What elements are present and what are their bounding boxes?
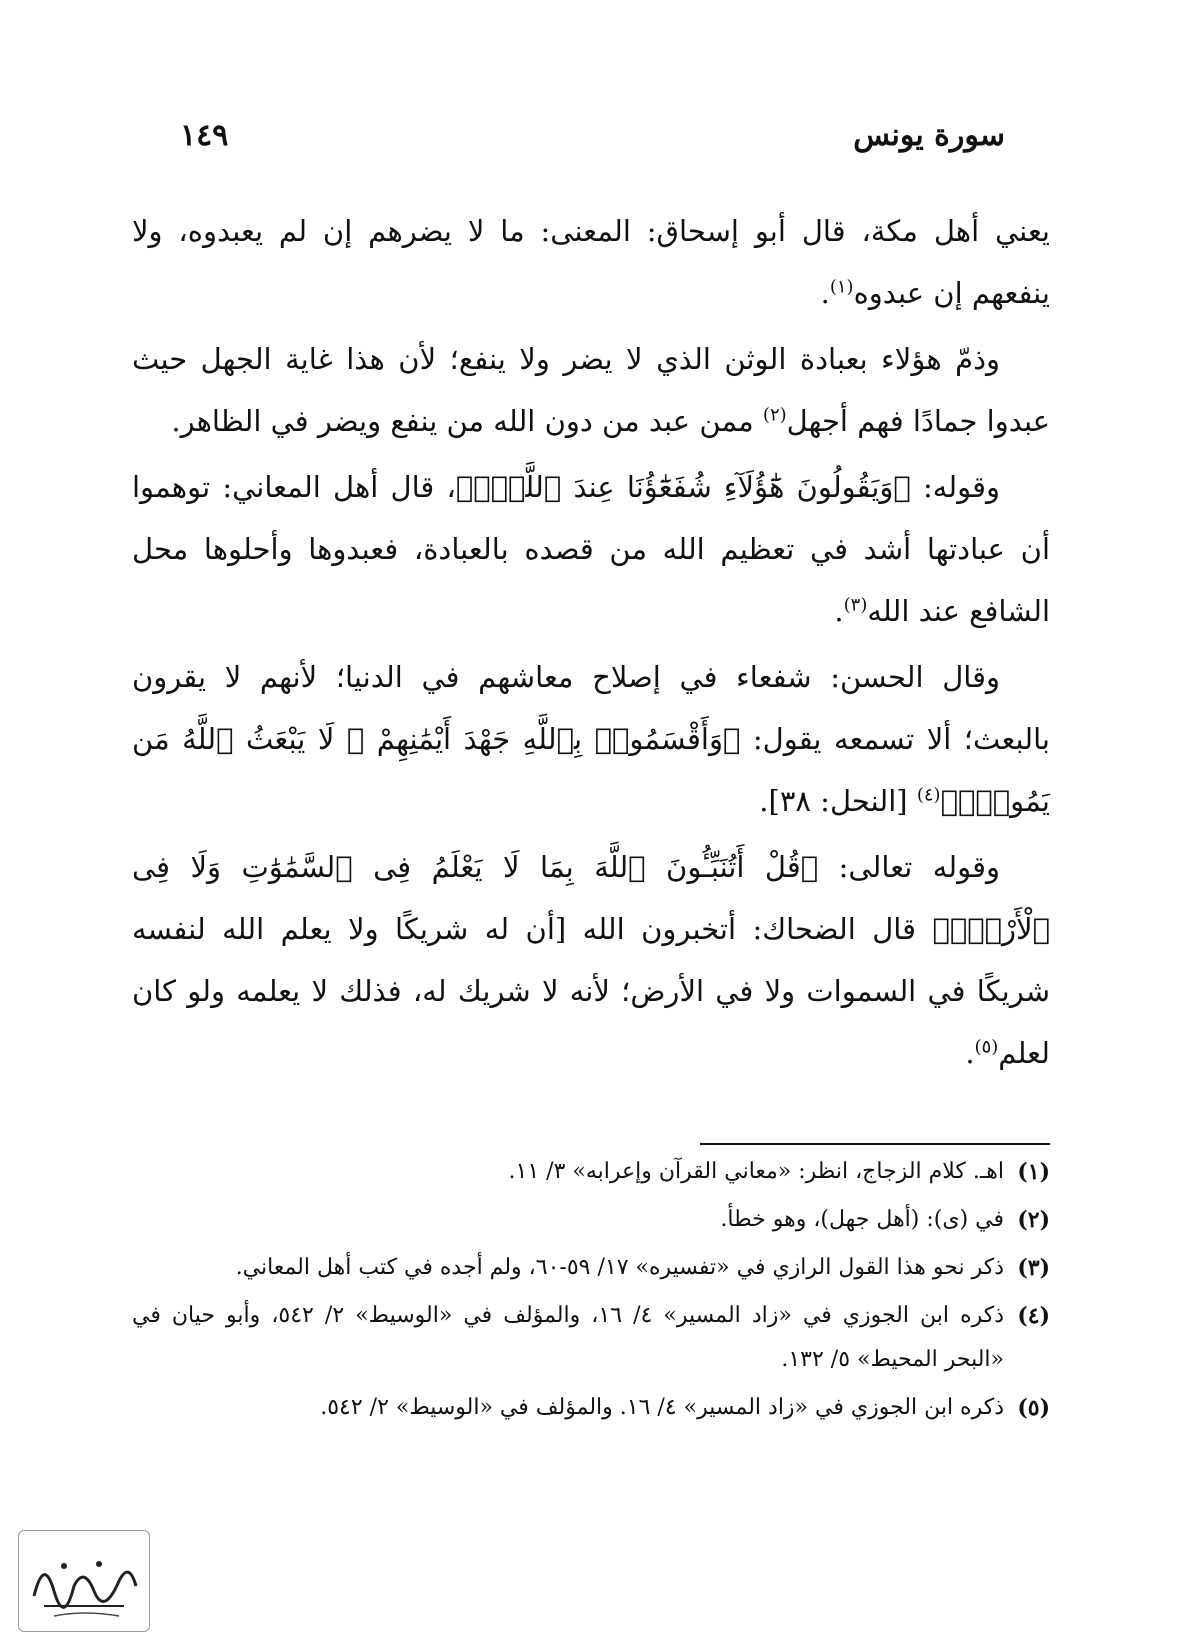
footnote-text: في (ى): (أهل جهل)، وهو خطأ. [720, 1207, 1004, 1232]
footnote-text: ذكره ابن الجوزي في «زاد المسير» ٤/ ١٦. والمؤلف في «الوسيط» ٢/ ٥٤٢. [320, 1395, 1004, 1420]
paragraph-3 [132, 456, 1050, 642]
footnote-text: ذكر نحو هذا القول الرازي في «تفسيره» ١٧/ ٥٩-٦٠، ولم أجده في كتب أهل المعاني. [235, 1255, 1004, 1280]
footnote-ref-4: (٤) [916, 784, 941, 806]
footnote-text: ذكره ابن الجوزي في «زاد المسير» ٤/ ١٦، والمؤلف في «الوسيط» ٢/ ٥٤٢، وأبو حيان في «البحر المحيط» ٥/ ١٣٢. [132, 1303, 1005, 1372]
surah-reference: [النحل: ٣٨]. [759, 784, 917, 818]
footnote-ref-1: (١) [829, 276, 854, 298]
footnote [132, 1150, 1050, 1194]
paragraph-5-end: . [965, 1036, 975, 1070]
paragraph-5 [132, 836, 1050, 1084]
paragraph-3-lead: وقوله: [910, 470, 1000, 504]
footnote [132, 1294, 1050, 1382]
quran-verse-1: ﴿وَيَقُولُونَ هَٰٓؤُلَآءِ شُفَعَٰٓؤُنَا عِندَ ٱللَّهِۚ﴾ [455, 470, 911, 504]
footnote-number: (١) [1017, 1159, 1050, 1185]
paragraph-2-text-b: ممن عبد من دون الله من ينفع ويضر في الظاهر. [171, 404, 763, 438]
page-number: ١٤٩ [180, 118, 229, 153]
paragraph-1 [132, 200, 1050, 324]
page-header [180, 118, 1005, 168]
paragraph-3-end: . [834, 594, 844, 628]
footnote-text: اهـ. كلام الزجاج، انظر: «معاني القرآن وإعرابه» ٣/ ١١. [508, 1159, 1004, 1184]
footnotes [132, 1150, 1050, 1434]
calligraphy-stamp-icon [18, 1530, 150, 1632]
footnote [132, 1386, 1050, 1430]
paragraph-1-text: يعني أهل مكة، قال أبو إسحاق: المعنى: ما لا يضرهم إن لم يعبدوه، ولا ينفعهم إن عبدوه [132, 214, 1050, 310]
footnote [132, 1246, 1050, 1290]
paragraph-1-end: . [820, 276, 830, 310]
quran-verse-2: ﴿وَأَقْسَمُوا۟ بِٱللَّهِ جَهْدَ أَيْمَٰنِهِمْ ۙ لَا يَبْعَثُ ٱللَّهُ مَن يَمُوتُۚ﴾ [132, 722, 1050, 818]
paragraph-5-lead: وقوله تعالى: [818, 850, 1000, 884]
footnote-ref-3: (٣) [843, 594, 868, 616]
quran-verse-3: ﴿قُلْ أَتُنَبِّـُٔونَ ٱللَّهَ بِمَا لَا يَعْلَمُ فِى ٱلسَّمَٰوَٰتِ وَلَا فِى ٱلْأَرْضِۚ﴾ [132, 850, 1050, 946]
footnote-number: (٤) [1017, 1303, 1050, 1329]
paragraph-4-text: وقال الحسن: شفعاء في إصلاح معاشهم في الدنيا؛ لأنهم لا يقرون بالبعث؛ ألا تسمعه يقول: [132, 660, 1050, 756]
paragraph-2-text-a: وذمّ هؤلاء بعبادة الوثن الذي لا يضر ولا ينفع؛ لأن هذا غاية الجهل حيث عبدوا جمادًا فهم أجهل [132, 342, 1050, 438]
footnote-number: (٣) [1017, 1255, 1050, 1281]
main-text [132, 200, 1050, 1088]
paragraph-4 [132, 646, 1050, 832]
paragraph-5-text: قال الضحاك: أتخبرون الله [أن له شريكًا ولا يعلم الله لنفسه شريكًا في السموات ولا في الأرض؛ لأنه لا شريك له، فذلك لا يعلمه ولو كان لعلم [132, 912, 1050, 1070]
surah-name: سورة يونس [853, 118, 1005, 153]
footnote-number: (٢) [1017, 1207, 1050, 1233]
paragraph-2 [132, 328, 1050, 452]
footnote-number: (٥) [1017, 1395, 1050, 1421]
footnote-separator [700, 1143, 1050, 1145]
paragraph-3-text: ، قال أهل المعاني: توهموا أن عبادتها أشد في تعظيم الله من قصده بالعبادة، فعبدوها وأحلوها محل الشافع عند الله [132, 470, 1050, 628]
footnote-ref-2: (٢) [762, 404, 787, 426]
footnote-ref-5: (٥) [974, 1036, 999, 1058]
footnote [132, 1198, 1050, 1242]
calligraphy-stamp-graphic [24, 1536, 144, 1626]
